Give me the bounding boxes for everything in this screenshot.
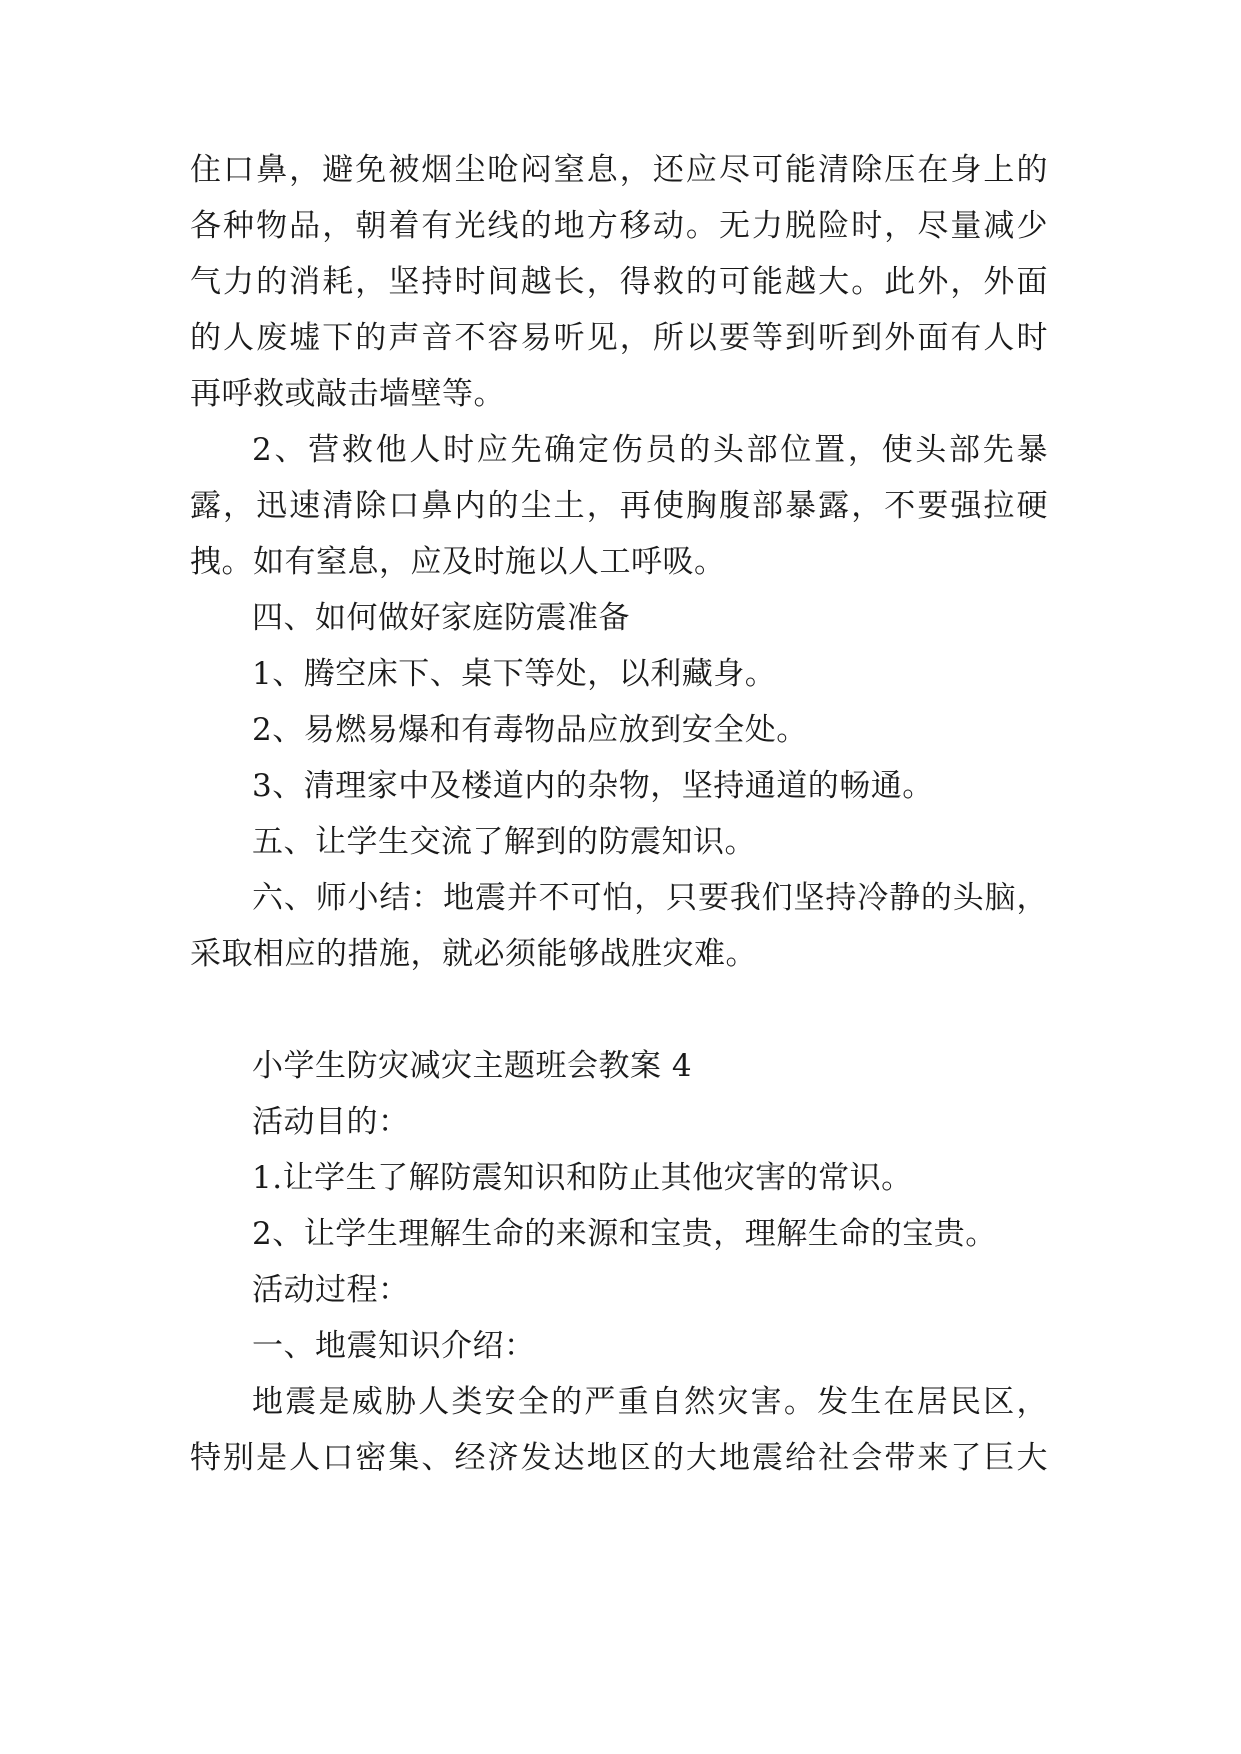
- section-heading: 活动过程：: [252, 1272, 410, 1308]
- paragraph-start-line: 地震是威胁人类安全的严重自然灾害。发生在居民区，: [252, 1384, 1048, 1420]
- body-line: 露，迅速清除口鼻内的尘土，再使胸腹部暴露，不要强拉硬: [190, 488, 1048, 524]
- body-line: 特别是人口密集、经济发达地区的大地震给社会带来了巨大: [190, 1440, 1048, 1476]
- body-line: 的人废墟下的声音不容易听见，所以要等到听到外面有人时: [190, 320, 1048, 356]
- paragraph-start-line: 2、营救他人时应先确定伤员的头部位置，使头部先暴: [252, 432, 1048, 468]
- body-line: 拽。如有窒息，应及时施以人工呼吸。: [190, 544, 726, 580]
- section-heading: 一、地震知识介绍：: [252, 1328, 536, 1364]
- section-heading: 四、如何做好家庭防震准备: [252, 600, 630, 636]
- body-line: 住口鼻，避免被烟尘呛闷窒息，还应尽可能清除压在身上的: [190, 152, 1048, 188]
- list-item: 1.让学生了解防震知识和防止其他灾害的常识。: [252, 1160, 913, 1196]
- section-heading: 活动目的：: [252, 1104, 410, 1140]
- list-item: 2、易燃易爆和有毒物品应放到安全处。: [252, 712, 808, 748]
- body-line: 各种物品，朝着有光线的地方移动。无力脱险时，尽量减少: [190, 208, 1048, 244]
- body-line: 再呼救或敲击墙壁等。: [190, 376, 505, 412]
- section-heading: 六、师小结：地震并不可怕，只要我们坚持冷静的头脑，: [252, 880, 1048, 916]
- list-item: 3、清理家中及楼道内的杂物，坚持通道的畅通。: [252, 768, 934, 804]
- section-heading: 五、让学生交流了解到的防震知识。: [252, 824, 756, 860]
- document-title: 小学生防灾减灾主题班会教案 4: [252, 1048, 693, 1084]
- list-item: 1、腾空床下、桌下等处，以利藏身。: [252, 656, 777, 692]
- list-item: 2、让学生理解生命的来源和宝贵，理解生命的宝贵。: [252, 1216, 997, 1252]
- body-line: 气力的消耗，坚持时间越长，得救的可能越大。此外，外面: [190, 264, 1048, 300]
- body-line: 采取相应的措施，就必须能够战胜灾难。: [190, 936, 757, 972]
